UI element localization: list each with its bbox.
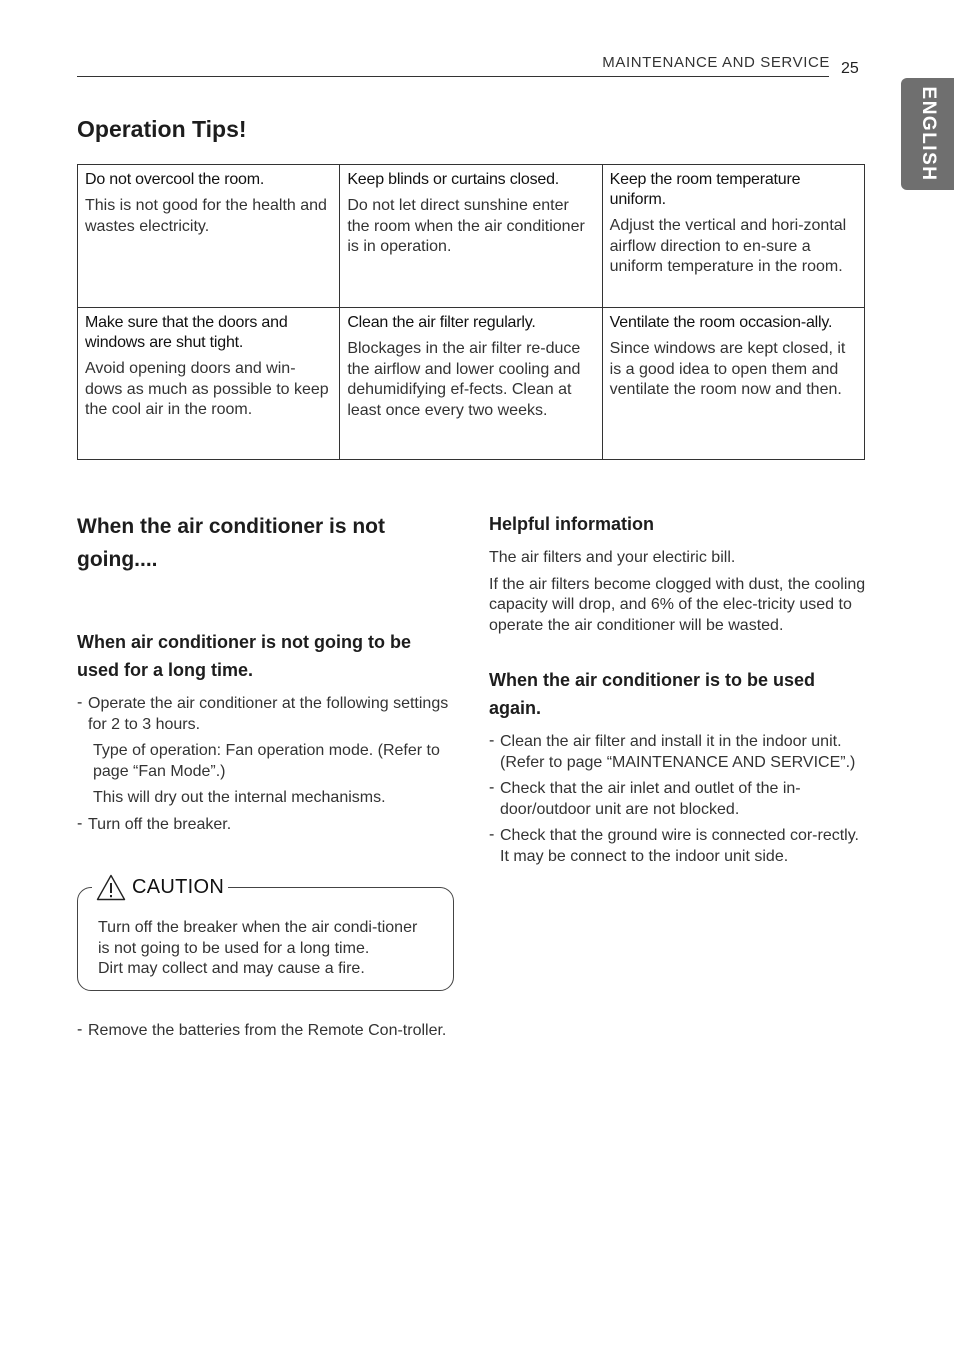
tip-cell [78,165,340,308]
tips-table [77,164,865,460]
caution-text: Dirt may collect and may cause a fire. [98,960,365,977]
tip-body: Avoid opening doors and win-dows as much as possible to keep the cool air in the room. [85,360,329,418]
caution-label-text: CAUTION [132,876,225,898]
tip-heading: Keep the room temperature uniform. [609,171,801,208]
list-item-text: Operate the air conditioner at the following settings for 2 to 3 hours. [88,695,449,733]
caution-box [77,876,454,991]
list-item-text: Remove the batteries from the Remote Con-troller. [88,1021,447,1039]
warning-icon [96,874,126,901]
dash-marker: - [489,779,495,796]
table-row [78,308,865,460]
page-number: 25 [841,60,859,77]
tip-heading: Make sure that the doors and windows are shut tight. [85,314,288,351]
list-item [77,694,454,735]
list-item-text: Check that the air inlet and outlet of the in-door/outdoor unit are not blocked. [500,780,801,818]
tip-cell [602,165,864,308]
list-item-text: Clean the air filter and install it in the indoor unit. (Refer to page “MAINTENANCE AND SERVICE”.) [500,733,856,771]
long-time-heading: When air conditioner is not going to be used for a long time. [77,632,411,680]
tip-heading: Keep blinds or curtains closed. [347,171,560,188]
list-item [489,779,867,820]
tip-heading: Ventilate the room occasion-ally. [609,314,833,331]
not-going-title: When the air conditioner is not going.... [77,515,386,571]
tip-cell [340,165,602,308]
table-row [78,165,865,308]
tip-cell [78,308,340,460]
tip-cell [602,308,864,460]
list-item [77,815,454,836]
list-item [77,1021,454,1042]
tip-cell [340,308,602,460]
tip-body: Adjust the vertical and hori-zontal airflow direction to en-sure a uniform temperature in the room. [609,217,847,275]
header-divider [77,76,829,77]
tip-body: Since windows are kept closed, it is a good idea to open them and ventilate the room now and then. [609,340,846,398]
language-tab-label: ENGLISH [917,86,939,182]
dash-marker: - [77,1020,83,1038]
dash-marker: - [489,732,495,749]
tip-body: Do not let direct sunshine enter the room when the air conditioner is in operation. [347,197,585,255]
used-again-heading: When the air conditioner is to be used again. [489,670,816,718]
caution-text: Turn off the breaker when the air condi-tioner is not going to be used for a long time. [98,919,418,957]
helpful-info-heading: Helpful information [489,514,654,534]
operation-tips-title: Operation Tips! [77,116,247,142]
dash-marker: - [489,826,495,843]
list-item-text: Turn off the breaker. [88,815,232,833]
helpful-info-text: If the air filters become clogged with dust, the cooling capacity will drop, and 6% of the elec-tricity used to operate the air conditioner will be wasted. [489,575,866,634]
list-item-text: Check that the ground wire is connected cor-rectly. It may be connect to the indoor unit side. [500,827,859,865]
helpful-info-text: The air filters and your electiric bill. [489,549,736,566]
tip-body: This is not good for the health and wastes electricity. [85,197,327,235]
caution-label [92,874,228,901]
dash-marker: - [77,694,83,711]
tip-body: Blockages in the air filter re-duce the airflow and lower cooling and dehumidifying ef-fects. Clean at least once every two weeks. [347,340,581,419]
dash-marker: - [77,814,83,832]
tip-heading: Clean the air filter regularly. [347,314,536,331]
list-item [489,732,867,773]
list-item [489,826,867,867]
dry-out-note: This will dry out the internal mechanisms. [93,789,386,806]
tip-heading: Do not overcool the room. [85,171,265,188]
operation-type-note: Type of operation: Fan operation mode. (Refer to page “Fan Mode”.) [93,742,440,780]
section-title: MAINTENANCE AND SERVICE [602,54,830,71]
language-tab [901,78,954,190]
right-column [489,510,867,867]
left-column [77,510,454,1041]
